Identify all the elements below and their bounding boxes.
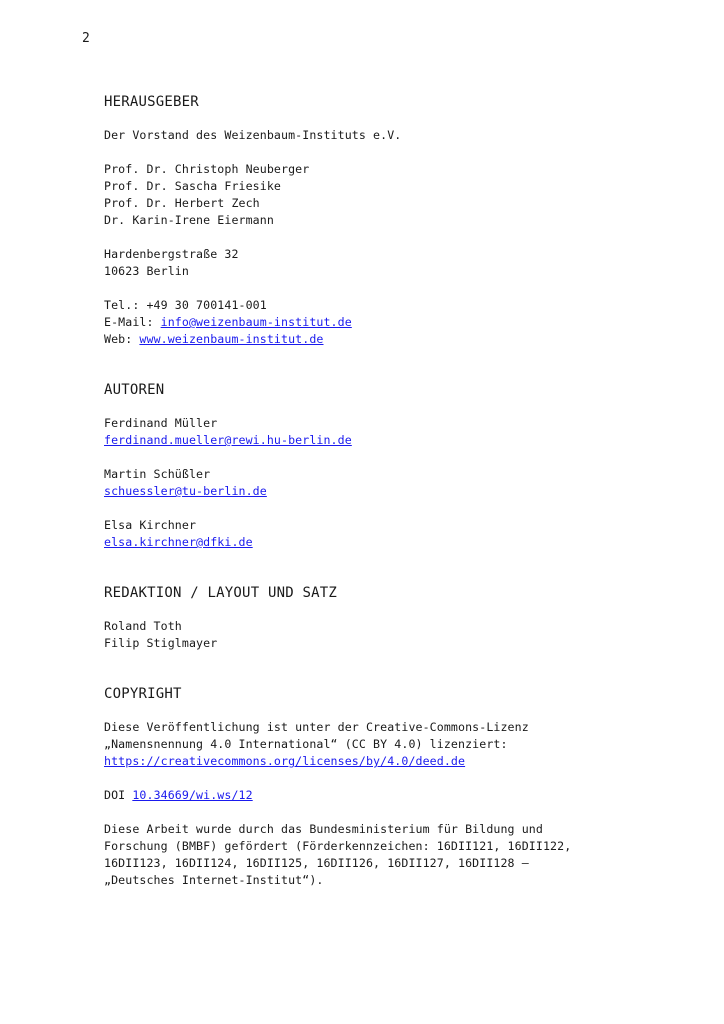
heading-herausgeber: HERAUSGEBER: [104, 94, 199, 110]
imprint-content: [104, 93, 704, 889]
editor-name: Roland Toth: [104, 619, 182, 633]
license-url-link[interactable]: https://creativecommons.org/licenses/by/4.0/deed.de: [104, 754, 466, 768]
funding-text: 16DII123, 16DII124, 16DII125, 16DII126, 16DII127, 16DII128 –: [104, 856, 529, 870]
author-email-link[interactable]: elsa.kirchner@dfki.de: [104, 535, 253, 549]
address-street: Hardenbergstraße 32: [104, 247, 239, 261]
address-city: 10623 Berlin: [104, 264, 189, 278]
contact-phone: Tel.: +49 30 700141-001: [104, 298, 267, 312]
author-name: Elsa Kirchner: [104, 518, 197, 532]
funding-text: Diese Arbeit wurde durch das Bundesministerium für Bildung und: [104, 822, 543, 836]
author-email-link[interactable]: ferdinand.mueller@rewi.hu-berlin.de: [104, 433, 352, 447]
publisher-organization: Der Vorstand des Weizenbaum-Instituts e.V.: [104, 128, 402, 142]
page-number: 2: [82, 31, 90, 46]
board-member: Prof. Dr. Herbert Zech: [104, 196, 260, 210]
contact-web-row: [104, 331, 704, 348]
section-redaktion: [104, 584, 704, 652]
doi-link[interactable]: 10.34669/wi.ws/12: [132, 788, 253, 802]
author-name: Martin Schüßler: [104, 467, 211, 481]
web-label: Web:: [104, 332, 140, 346]
publisher-email-link[interactable]: info@weizenbaum-institut.de: [160, 315, 352, 329]
contact-email-row: [104, 314, 704, 331]
funding-text: „Deutsches Internet-Institut“).: [104, 873, 324, 887]
board-member: Prof. Dr. Christoph Neuberger: [104, 162, 310, 176]
section-autoren: [104, 381, 704, 551]
funding-text: Forschung (BMBF) gefördert (Förderkennzeichen: 16DII121, 16DII122,: [104, 839, 572, 853]
email-label: E-Mail:: [104, 315, 161, 329]
doi-row: [104, 787, 704, 804]
license-text: Diese Veröffentlichung ist unter der Creative-Commons-Lizenz: [104, 720, 529, 734]
doi-label: DOI: [104, 788, 133, 802]
board-member: Prof. Dr. Sascha Friesike: [104, 179, 282, 193]
board-member: Dr. Karin-Irene Eiermann: [104, 213, 274, 227]
heading-autoren: AUTOREN: [104, 382, 165, 398]
section-herausgeber: [104, 93, 704, 348]
heading-redaktion: REDAKTION / LAYOUT UND SATZ: [104, 585, 337, 601]
section-copyright: [104, 685, 704, 889]
editor-name: Filip Stiglmayer: [104, 636, 218, 650]
author-email-link[interactable]: schuessler@tu-berlin.de: [104, 484, 267, 498]
license-text: „Namensnennung 4.0 International“ (CC BY 4.0) lizenziert:: [104, 737, 508, 751]
publisher-web-link[interactable]: www.weizenbaum-institut.de: [139, 332, 324, 346]
author-name: Ferdinand Müller: [104, 416, 218, 430]
heading-copyright: COPYRIGHT: [104, 686, 182, 702]
